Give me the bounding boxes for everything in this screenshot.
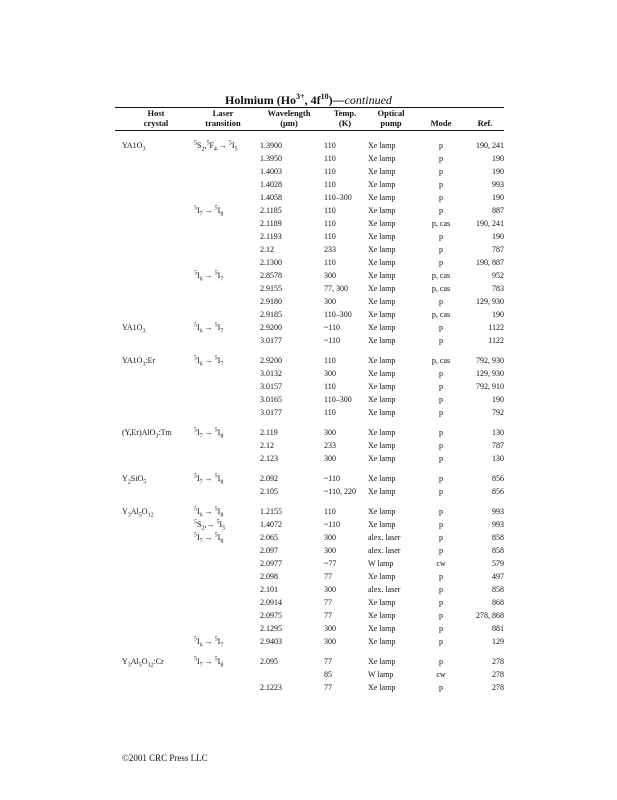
laser-transition-cell: $^5I_6 \to ^5I_7$ xyxy=(194,270,224,283)
optical-pump-cell: Xe lamp xyxy=(368,520,396,529)
temperature-cell: 300 xyxy=(324,454,336,463)
reference-cell: 858 xyxy=(492,546,504,555)
wavelength-cell: 2.9403 xyxy=(260,637,282,646)
reference-cell: 278 xyxy=(492,670,504,679)
reference-cell: 129 xyxy=(492,637,504,646)
optical-pump-cell: Xe lamp xyxy=(368,572,396,581)
laser-transition-cell: $^5I_6 \to ^5I_8$ xyxy=(194,506,224,519)
optical-pump-cell: Xe lamp xyxy=(368,657,396,666)
wavelength-cell: 3.0165 xyxy=(260,395,282,404)
temperature-cell: 110 xyxy=(324,167,336,176)
reference-cell: 787 xyxy=(492,245,504,254)
table-row xyxy=(0,487,617,500)
temperature-cell: ~110 xyxy=(324,520,341,529)
reference-cell: 1122 xyxy=(488,336,504,345)
table-row xyxy=(0,474,617,487)
temperature-cell: 110 xyxy=(324,232,336,241)
wavelength-cell: 2.8578 xyxy=(260,271,282,280)
optical-pump-cell: Xe lamp xyxy=(368,598,396,607)
wavelength-cell: 1.4003 xyxy=(260,167,282,176)
optical-pump-cell: Xe lamp xyxy=(368,428,396,437)
wavelength-cell: 1.4058 xyxy=(260,193,282,202)
mode-cell: p, cas xyxy=(431,271,451,280)
mode-cell: p xyxy=(439,624,443,633)
temperature-cell: 110 xyxy=(324,154,336,163)
optical-pump-cell: Xe lamp xyxy=(368,206,396,215)
reference-cell: 792, 910 xyxy=(476,382,504,391)
mode-cell: p xyxy=(439,154,443,163)
reference-cell: 190, 241 xyxy=(476,219,504,228)
copyright-footer: ©2001 CRC Press LLC xyxy=(122,753,208,763)
reference-cell: 190 xyxy=(492,193,504,202)
optical-pump-cell: Xe lamp xyxy=(368,408,396,417)
temperature-cell: 77 xyxy=(324,683,332,692)
wavelength-cell: 3.0177 xyxy=(260,336,282,345)
laser-transition-cell: $^5S_2,\to ^5I_5$ xyxy=(194,519,226,532)
optical-pump-cell: Xe lamp xyxy=(368,154,396,163)
wavelength-cell: 2.098 xyxy=(260,572,278,581)
reference-cell: 787 xyxy=(492,441,504,450)
temperature-cell: ~110 xyxy=(324,474,341,483)
temperature-cell: 77 xyxy=(324,572,332,581)
header-temperature: Temp. (K) xyxy=(333,108,357,128)
wavelength-cell: 2.9200 xyxy=(260,356,282,365)
mode-cell: p xyxy=(439,546,443,555)
wavelength-cell: 3.0177 xyxy=(260,408,282,417)
reference-cell: 1122 xyxy=(488,323,504,332)
table-row xyxy=(0,245,617,258)
reference-cell: 792, 930 xyxy=(476,356,504,365)
reference-cell: 190 xyxy=(492,167,504,176)
wavelength-cell: 2.12 xyxy=(260,245,274,254)
header-host-crystal: Host crystal xyxy=(143,108,169,128)
reference-cell: 952 xyxy=(492,271,504,280)
wavelength-cell: 2.105 xyxy=(260,487,278,496)
reference-cell: 868 xyxy=(492,598,504,607)
table-row xyxy=(0,369,617,382)
optical-pump-cell: Xe lamp xyxy=(368,507,396,516)
mode-cell: p xyxy=(439,507,443,516)
wavelength-cell: 2.9185 xyxy=(260,310,282,319)
table-row xyxy=(0,258,617,271)
mode-cell: p xyxy=(439,395,443,404)
reference-cell: 993 xyxy=(492,180,504,189)
table-row xyxy=(0,585,617,598)
mode-cell: p xyxy=(439,323,443,332)
optical-pump-cell: Xe lamp xyxy=(368,624,396,633)
table-row xyxy=(0,310,617,323)
optical-pump-cell: Xe lamp xyxy=(368,310,396,319)
optical-pump-cell: Xe lamp xyxy=(368,245,396,254)
reference-cell: 130 xyxy=(492,454,504,463)
optical-pump-cell: Xe lamp xyxy=(368,219,396,228)
wavelength-cell: 1.3900 xyxy=(260,141,282,150)
mode-cell: p xyxy=(439,297,443,306)
optical-pump-cell: Xe lamp xyxy=(368,271,396,280)
reference-cell: 278 xyxy=(492,657,504,666)
table-title: Holmium ($Ho^{3+}$, $4f^{10})—continued$ xyxy=(225,92,392,107)
host-crystal-cell: $YA1O_3:Er$ xyxy=(122,356,156,368)
reference-cell: 129, 930 xyxy=(476,297,504,306)
table-row xyxy=(0,657,617,670)
optical-pump-cell: Xe lamp xyxy=(368,323,396,332)
table-row xyxy=(0,323,617,336)
mode-cell: p xyxy=(439,657,443,666)
table-row xyxy=(0,180,617,193)
wavelength-cell: 2.9180 xyxy=(260,297,282,306)
reference-cell: 497 xyxy=(492,572,504,581)
laser-transition-cell: $^5I_7 \to ^5I_8$ xyxy=(194,532,224,545)
mode-cell: p, cas xyxy=(431,356,451,365)
host-crystal-cell: (Y,Er)AlO$_3$:Tm xyxy=(122,428,172,440)
wavelength-cell: 2.0975 xyxy=(260,611,282,620)
temperature-cell: 110 xyxy=(324,180,336,189)
reference-cell: 783 xyxy=(492,284,504,293)
temperature-cell: ~77 xyxy=(324,559,337,568)
temperature-cell: ~110 xyxy=(324,336,341,345)
optical-pump-cell: Xe lamp xyxy=(368,637,396,646)
optical-pump-cell: Xe lamp xyxy=(368,611,396,620)
table-row xyxy=(0,520,617,533)
optical-pump-cell: Xe lamp xyxy=(368,441,396,450)
mode-cell: p xyxy=(439,369,443,378)
table-row xyxy=(0,683,617,696)
reference-cell: 190 xyxy=(492,395,504,404)
host-crystal-cell: $Y_3Al_5O_{12}$ xyxy=(122,507,154,519)
wavelength-cell: 2.1223 xyxy=(260,683,282,692)
table-row xyxy=(0,141,617,154)
table-row xyxy=(0,167,617,180)
wavelength-cell: 1.3950 xyxy=(260,154,282,163)
table-row xyxy=(0,336,617,349)
optical-pump-cell: Xe lamp xyxy=(368,683,396,692)
wavelength-cell: 3.0157 xyxy=(260,382,282,391)
mode-cell: cw xyxy=(436,559,446,568)
host-crystal-cell: $Y_2SiO_5$ xyxy=(122,474,147,486)
table-row xyxy=(0,206,617,219)
mode-cell: p xyxy=(439,382,443,391)
temperature-cell: 300 xyxy=(324,533,336,542)
reference-cell: 858 xyxy=(492,585,504,594)
mode-cell: p xyxy=(439,232,443,241)
temperature-cell: 110 xyxy=(324,382,336,391)
reference-cell: 856 xyxy=(492,487,504,496)
mode-cell: p xyxy=(439,474,443,483)
optical-pump-cell: W lamp xyxy=(368,559,394,568)
laser-transition-cell: $^5I_7 \to ^5I_8$ xyxy=(194,427,224,440)
optical-pump-cell: Xe lamp xyxy=(368,180,396,189)
temperature-cell: 300 xyxy=(324,585,336,594)
wavelength-cell: 3.0132 xyxy=(260,369,282,378)
laser-transition-cell: $^5I_7 \to ^5I_8$ xyxy=(194,205,224,218)
wavelength-cell: 1.4072 xyxy=(260,520,282,529)
wavelength-cell: 1.2155 xyxy=(260,507,282,516)
reference-cell: 993 xyxy=(492,507,504,516)
reference-cell: 856 xyxy=(492,474,504,483)
laser-transition-cell: $^5I_6 \to ^5I_7$ xyxy=(194,355,224,368)
wavelength-cell: 2.119 xyxy=(260,428,278,437)
table-row xyxy=(0,154,617,167)
temperature-cell: 110–300 xyxy=(324,310,352,319)
optical-pump-cell: alex. laser xyxy=(368,533,401,542)
wavelength-cell: 2.0977 xyxy=(260,559,282,568)
wavelength-cell: 2.9155 xyxy=(260,284,282,293)
optical-pump-cell: Xe lamp xyxy=(368,487,396,496)
mode-cell: p xyxy=(439,487,443,496)
mode-cell: p, cas xyxy=(431,310,451,319)
header-laser-transition: Laser transition xyxy=(205,108,241,128)
wavelength-cell: 2.065 xyxy=(260,533,278,542)
wavelength-cell: 2.1185 xyxy=(260,206,282,215)
optical-pump-cell: Xe lamp xyxy=(368,284,396,293)
table-row xyxy=(0,428,617,441)
temperature-cell: 77 xyxy=(324,598,332,607)
mode-cell: p xyxy=(439,408,443,417)
mode-cell: p xyxy=(439,193,443,202)
reference-cell: 858 xyxy=(492,533,504,542)
optical-pump-cell: Xe lamp xyxy=(368,297,396,306)
temperature-cell: 300 xyxy=(324,369,336,378)
temperature-cell: 233 xyxy=(324,245,336,254)
mode-cell: p xyxy=(439,141,443,150)
laser-transition-cell: $^5I_7 \to ^5I_8$ xyxy=(194,473,224,486)
optical-pump-cell: Xe lamp xyxy=(368,232,396,241)
mode-cell: p xyxy=(439,258,443,267)
table-row xyxy=(0,271,617,284)
mode-cell: p xyxy=(439,598,443,607)
temperature-cell: 110 xyxy=(324,258,336,267)
temperature-cell: 300 xyxy=(324,546,336,555)
temperature-cell: 85 xyxy=(324,670,332,679)
mode-cell: p xyxy=(439,637,443,646)
reference-cell: 190 xyxy=(492,232,504,241)
header-ref: Ref. xyxy=(477,117,493,128)
wavelength-cell: 2.0914 xyxy=(260,598,282,607)
temperature-cell: 77 xyxy=(324,611,332,620)
table-row xyxy=(0,356,617,369)
mode-cell: p xyxy=(439,336,443,345)
optical-pump-cell: alex. laser xyxy=(368,546,401,555)
wavelength-cell: 2.123 xyxy=(260,454,278,463)
table-row xyxy=(0,454,617,467)
temperature-cell: 110 xyxy=(324,408,336,417)
temperature-cell: 300 xyxy=(324,271,336,280)
reference-cell: 130 xyxy=(492,428,504,437)
temperature-cell: 300 xyxy=(324,637,336,646)
table-row xyxy=(0,408,617,421)
host-crystal-cell: $Y_3Al_5O_{12}:Cr$ xyxy=(122,657,164,669)
reference-cell: 993 xyxy=(492,520,504,529)
wavelength-cell: 2.095 xyxy=(260,657,278,666)
table-row xyxy=(0,637,617,650)
temperature-cell: 110–300 xyxy=(324,395,352,404)
wavelength-cell: 2.9200 xyxy=(260,323,282,332)
mode-cell: p xyxy=(439,683,443,692)
temperature-cell: ~110 xyxy=(324,323,341,332)
host-crystal-cell: $YA1O_3$ xyxy=(122,323,146,335)
wavelength-cell: 2.101 xyxy=(260,585,278,594)
mode-cell: p xyxy=(439,454,443,463)
temperature-cell: ~110, 220 xyxy=(324,487,357,496)
mode-cell: p, cas xyxy=(431,219,451,228)
reference-cell: 579 xyxy=(492,559,504,568)
temperature-cell: 110 xyxy=(324,206,336,215)
temperature-cell: 233 xyxy=(324,441,336,450)
mode-cell: cw xyxy=(436,670,446,679)
reference-cell: 887 xyxy=(492,206,504,215)
optical-pump-cell: Xe lamp xyxy=(368,356,396,365)
mode-cell: p xyxy=(439,206,443,215)
temperature-cell: 110 xyxy=(324,219,336,228)
temperature-cell: 110 xyxy=(324,141,336,150)
table-row xyxy=(0,546,617,559)
mode-cell: p xyxy=(439,428,443,437)
table-row xyxy=(0,193,617,206)
reference-cell: 190 xyxy=(492,310,504,319)
table-row xyxy=(0,507,617,520)
temperature-cell: 77, 300 xyxy=(324,284,348,293)
temperature-cell: 300 xyxy=(324,428,336,437)
header-wavelength: Wavelength (μm) xyxy=(267,108,311,128)
temperature-cell: 77 xyxy=(324,657,332,666)
temperature-cell: 110 xyxy=(324,507,336,516)
wavelength-cell: 2.12 xyxy=(260,441,274,450)
table-row xyxy=(0,670,617,683)
temperature-cell: 110–300 xyxy=(324,193,352,202)
table-row xyxy=(0,395,617,408)
header-optical-pump: Optical pump xyxy=(377,108,405,128)
reference-cell: 278, 868 xyxy=(476,611,504,620)
wavelength-cell: 2.1189 xyxy=(260,219,282,228)
optical-pump-cell: Xe lamp xyxy=(368,474,396,483)
table-row xyxy=(0,624,617,637)
table-row xyxy=(0,559,617,572)
reference-cell: 881 xyxy=(492,624,504,633)
wavelength-cell: 2.092 xyxy=(260,474,278,483)
optical-pump-cell: W lamp xyxy=(368,670,394,679)
table-row xyxy=(0,219,617,232)
reference-cell: 190, 887 xyxy=(476,258,504,267)
table-row xyxy=(0,232,617,245)
wavelength-cell: 2.1295 xyxy=(260,624,282,633)
reference-cell: 278 xyxy=(492,683,504,692)
table-row xyxy=(0,441,617,454)
optical-pump-cell: Xe lamp xyxy=(368,141,396,150)
table-row xyxy=(0,533,617,546)
reference-cell: 190 xyxy=(492,154,504,163)
header-mode: Mode xyxy=(430,117,452,128)
mode-cell: p xyxy=(439,245,443,254)
optical-pump-cell: Xe lamp xyxy=(368,258,396,267)
mode-cell: p xyxy=(439,180,443,189)
optical-pump-cell: Xe lamp xyxy=(368,395,396,404)
table-row xyxy=(0,611,617,624)
optical-pump-cell: Xe lamp xyxy=(368,167,396,176)
temperature-cell: 300 xyxy=(324,624,336,633)
wavelength-cell: 2.097 xyxy=(260,546,278,555)
mode-cell: p xyxy=(439,520,443,529)
laser-transition-cell: $^5S_2,^5F_4 \to ^5I_5$ xyxy=(194,140,238,153)
laser-transition-cell: $^5I_6 \to ^5I_7$ xyxy=(194,322,224,335)
laser-transition-cell: $^5I_6 \to ^5I_7$ xyxy=(194,636,224,649)
table-row xyxy=(0,598,617,611)
laser-transition-cell: $^5I_7 \to ^5I_8$ xyxy=(194,656,224,669)
table-row xyxy=(0,572,617,585)
wavelength-cell: 1.4028 xyxy=(260,180,282,189)
wavelength-cell: 2.1193 xyxy=(260,232,282,241)
optical-pump-cell: Xe lamp xyxy=(368,193,396,202)
optical-pump-cell: Xe lamp xyxy=(368,454,396,463)
mode-cell: p xyxy=(439,441,443,450)
mode-cell: p xyxy=(439,167,443,176)
temperature-cell: 110 xyxy=(324,356,336,365)
mode-cell: p xyxy=(439,585,443,594)
optical-pump-cell: Xe lamp xyxy=(368,382,396,391)
mode-cell: p xyxy=(439,572,443,581)
mode-cell: p, cas xyxy=(431,284,451,293)
optical-pump-cell: Xe lamp xyxy=(368,369,396,378)
table-row xyxy=(0,297,617,310)
mode-cell: p xyxy=(439,611,443,620)
optical-pump-cell: Xe lamp xyxy=(368,336,396,345)
mode-cell: p xyxy=(439,533,443,542)
reference-cell: 190, 241 xyxy=(476,141,504,150)
wavelength-cell: 2.1300 xyxy=(260,258,282,267)
table-row xyxy=(0,284,617,297)
reference-cell: 792 xyxy=(492,408,504,417)
host-crystal-cell: $YA1O_3$ xyxy=(122,141,146,153)
table-row xyxy=(0,382,617,395)
optical-pump-cell: alex. laser xyxy=(368,585,401,594)
temperature-cell: 300 xyxy=(324,297,336,306)
reference-cell: 129, 930 xyxy=(476,369,504,378)
